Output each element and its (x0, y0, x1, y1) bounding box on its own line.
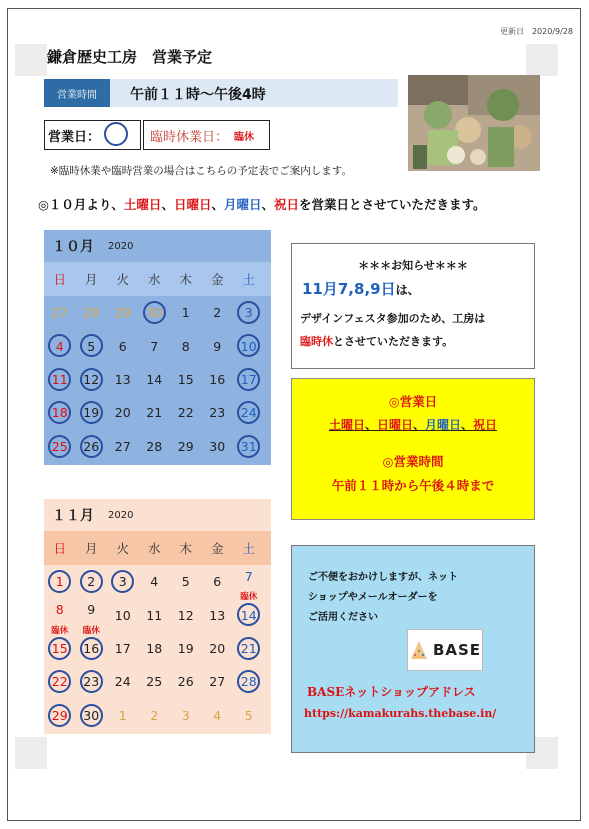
day-number: 22 (51, 674, 68, 690)
weekday-label: 土 (242, 272, 255, 287)
calendar-day (139, 396, 171, 429)
day-number: 11 (146, 607, 163, 623)
schedule-note: ※臨時休業や臨時営業の場合はこちらの予定表でご案内します。 (50, 165, 352, 177)
headline-text: ◎１０月より、 (38, 197, 124, 212)
calendar-day (202, 430, 234, 463)
day-number: 5 (87, 338, 96, 354)
calendar-week (44, 565, 271, 603)
calendar-day (139, 699, 171, 732)
business-hours-heading: ◎営業時間 (382, 454, 444, 469)
closed-day-label: 臨時休業日： (150, 129, 229, 145)
calendar-day-open (44, 699, 76, 732)
notice-box (291, 243, 535, 369)
calendar-day-open (76, 665, 108, 698)
calendar-week (44, 396, 271, 429)
calendar-day (170, 565, 202, 598)
calendar-day (202, 565, 234, 598)
open-day-label: 営業日： (48, 130, 101, 145)
day-number: 24 (240, 405, 257, 421)
calendar-day (233, 699, 265, 732)
day-number: 16 (83, 640, 100, 656)
day-number: 20 (209, 640, 226, 656)
notice-line: デザインフェスタ参加のため、工房は (300, 312, 486, 325)
calendar-day-open (233, 296, 265, 329)
day-number: 7 (150, 338, 159, 354)
headline-monday: 月曜日 (223, 197, 262, 212)
shop-text: ショップやメールオーダーを (308, 592, 438, 603)
closed-day-legend (143, 120, 270, 150)
day-number: 23 (83, 674, 100, 690)
october-calendar (44, 230, 271, 465)
calendar-day (202, 598, 234, 631)
calendar-day-open (233, 396, 265, 429)
headline-saturday: 土曜日 (123, 197, 162, 212)
day-number: 27 (209, 674, 226, 690)
calendar-month: １０月 (52, 239, 94, 255)
calendar-grid (44, 565, 271, 732)
calendar-week (44, 699, 271, 732)
day-number: 30 (83, 707, 100, 723)
calendar-day-open (233, 598, 265, 631)
day-number: 10 (114, 607, 131, 623)
calendar-day-open (233, 632, 265, 665)
page-title: 鎌倉歴史工房 営業予定 (47, 48, 213, 66)
day-number: 24 (114, 674, 131, 690)
calendar-day-open (76, 329, 108, 362)
day-number: 15 (51, 640, 68, 656)
calendar-day (107, 598, 139, 631)
shop-address-title: BASEネットショップアドレス (307, 685, 476, 699)
calendar-week (44, 598, 271, 636)
weekday-label: 木 (179, 541, 192, 556)
day-number: 26 (83, 438, 100, 454)
calendar-week (44, 665, 271, 698)
business-saturday: 土曜日 (328, 418, 365, 432)
day-number: 12 (83, 371, 100, 387)
notice-date-text: 11月7,8,9日 (302, 280, 396, 298)
calendar-day-open (76, 565, 108, 598)
business-separator: 、 (461, 418, 474, 432)
business-sunday: 日曜日 (376, 418, 413, 432)
business-hours-value: 午前１１時から午後４時まで (331, 478, 495, 493)
calendar-day (202, 396, 234, 429)
weekday-label: 月 (84, 541, 98, 556)
day-number: 4 (150, 574, 159, 590)
business-hours-box (291, 378, 535, 520)
calendar-day (139, 329, 171, 362)
weekday-label: 水 (147, 272, 161, 287)
calendar-day (202, 699, 234, 732)
calendar-week (44, 329, 271, 362)
day-number: 1 (181, 305, 190, 321)
calendar-day (139, 363, 171, 396)
day-number: 4 (55, 338, 64, 354)
closed-day-mark: 臨休 (234, 131, 255, 143)
weekday-label: 木 (179, 272, 192, 287)
calendar-day (170, 699, 202, 732)
weekday-label: 月 (84, 272, 98, 287)
day-number: 1 (118, 707, 127, 723)
calendar-week (44, 363, 271, 396)
day-number: 2 (213, 305, 222, 321)
calendar-day (170, 296, 202, 329)
day-number: 25 (146, 674, 163, 690)
calendar-day-open (44, 329, 76, 362)
headline-text: を営業日とさせていただきます。 (299, 197, 486, 212)
day-number: 29 (51, 707, 68, 723)
calendar-day (202, 632, 234, 665)
day-number: 2 (87, 574, 96, 590)
calendar-day (202, 329, 234, 362)
calendar-day (107, 296, 139, 329)
weekday-label: 火 (116, 272, 129, 287)
hours-label: 営業時間 (44, 79, 110, 107)
calendar-day-open (233, 430, 265, 463)
calendar-day (139, 665, 171, 698)
day-number: 3 (181, 707, 190, 723)
business-days-heading: ◎営業日 (388, 394, 438, 409)
hours-value: 午前１１時～午後4時 (130, 87, 266, 103)
calendar-day (170, 396, 202, 429)
calendar-day (202, 665, 234, 698)
day-number: 9 (87, 602, 96, 618)
day-number: 28 (240, 674, 257, 690)
calendar-week (44, 430, 271, 463)
day-number: 6 (213, 574, 222, 590)
crop-mark (526, 44, 558, 76)
day-number: 26 (177, 674, 194, 690)
notice-line (300, 333, 453, 349)
calendar-day-open (44, 632, 76, 665)
calendar-day (44, 598, 76, 636)
weekday-label: 日 (53, 541, 66, 556)
day-number: 27 (114, 438, 131, 454)
business-monday: 月曜日 (425, 418, 462, 432)
base-logo[interactable] (407, 629, 483, 671)
weekday-header (44, 262, 271, 296)
calendar-day (170, 329, 202, 362)
headline-separator: 、 (261, 197, 275, 212)
day-number: 3 (118, 574, 127, 590)
crop-mark (15, 44, 47, 76)
updated-date: 更新日 2020/9/28 (499, 27, 573, 36)
calendar-day (139, 430, 171, 463)
open-day-circle-icon (104, 122, 128, 146)
calendar-day-open (139, 296, 171, 329)
november-calendar (44, 499, 271, 734)
calendar-day-open (233, 363, 265, 396)
calendar-day (139, 598, 171, 631)
calendar-day (76, 296, 108, 329)
weekday-label: 土 (242, 541, 255, 556)
day-number: 13 (209, 607, 226, 623)
calendar-day (107, 430, 139, 463)
weekday-header (44, 531, 271, 565)
calendar-day-open (44, 363, 76, 396)
shop-text: ご活用ください (308, 612, 378, 623)
weekday-label: 水 (147, 541, 161, 556)
day-number: 10 (240, 338, 257, 354)
business-separator: 、 (364, 418, 377, 432)
calendar-day-open (76, 632, 108, 665)
day-number: 15 (177, 371, 194, 387)
day-number: 17 (240, 371, 257, 387)
day-number: 27 (51, 305, 68, 321)
shop-url-link[interactable]: https://kamakurahs.thebase.in/ (304, 707, 497, 720)
day-number: 5 (181, 574, 190, 590)
calendar-month: １１月 (52, 508, 94, 524)
day-number: 11 (51, 371, 68, 387)
day-number: 12 (177, 607, 194, 623)
day-number: 13 (114, 371, 131, 387)
day-number: 6 (118, 338, 127, 354)
calendar-week (44, 632, 271, 665)
calendar-day (233, 565, 265, 603)
day-number: 3 (244, 305, 253, 321)
calendar-day (107, 699, 139, 732)
calendar-day-open (107, 565, 139, 598)
day-number: 23 (209, 405, 226, 421)
day-number: 8 (55, 602, 64, 618)
business-holiday: 祝日 (473, 418, 498, 432)
weekday-label: 金 (210, 272, 224, 287)
calendar-day (139, 632, 171, 665)
notice-heading: ＊＊＊お知らせ＊＊＊ (358, 259, 468, 272)
calendar-day (202, 363, 234, 396)
day-number: 19 (177, 640, 194, 656)
headline-separator: 、 (161, 197, 174, 212)
closed-day-mark: 臨休 (51, 625, 69, 636)
notice-closed-text: 臨時休 (300, 335, 333, 348)
calendar-day-open (76, 699, 108, 732)
notice-date-suffix: は、 (395, 283, 420, 297)
headline-sunday: 日曜日 (173, 197, 212, 212)
day-number: 18 (146, 640, 163, 656)
day-number: 21 (240, 640, 257, 656)
weekday-label: 火 (116, 541, 129, 556)
calendar-day (170, 430, 202, 463)
day-number: 5 (244, 707, 253, 723)
calendar-day (202, 296, 234, 329)
crop-mark (15, 737, 47, 769)
day-number: 8 (181, 338, 190, 354)
day-number: 29 (177, 438, 194, 454)
calendar-day-open (76, 430, 108, 463)
day-number: 31 (240, 438, 257, 454)
calendar-day-open (76, 396, 108, 429)
calendar-day (107, 363, 139, 396)
calendar-day (107, 329, 139, 362)
tent-icon (409, 639, 429, 661)
notice-dates (302, 278, 420, 299)
calendar-day (170, 363, 202, 396)
weekday-label: 金 (210, 541, 224, 556)
day-number: 16 (209, 371, 226, 387)
calendar-week (44, 296, 271, 329)
day-number: 18 (51, 405, 68, 421)
day-number: 28 (146, 438, 163, 454)
business-days-headline (38, 195, 486, 213)
weekday-label: 日 (53, 272, 66, 287)
day-number: 30 (146, 305, 163, 321)
calendar-day (170, 665, 202, 698)
headline-holiday: 祝日 (274, 197, 300, 212)
calendar-day (107, 396, 139, 429)
calendar-day-open (44, 430, 76, 463)
workshop-photo (408, 75, 540, 171)
day-number: 17 (114, 640, 131, 656)
online-shop-box (291, 545, 535, 753)
calendar-day-open (233, 665, 265, 698)
headline-separator: 、 (211, 197, 224, 212)
notice-line-rest: とさせていただきます。 (333, 335, 454, 348)
closed-day-mark: 臨休 (82, 625, 100, 636)
calendar-year: 2020 (108, 509, 134, 521)
calendar-day (107, 665, 139, 698)
day-number: 30 (209, 438, 226, 454)
calendar-day-open (44, 665, 76, 698)
shop-text: ご不便をおかけしますが、ネット (308, 572, 458, 583)
day-number: 14 (146, 371, 163, 387)
calendar-day (44, 296, 76, 329)
calendar-day-open (44, 565, 76, 598)
calendar-year: 2020 (108, 240, 134, 252)
day-number: 2 (150, 707, 159, 723)
day-number: 22 (177, 405, 194, 421)
calendar-day-open (233, 329, 265, 362)
calendar-day (139, 565, 171, 598)
day-number: 14 (240, 607, 257, 623)
calendar-day-open (76, 363, 108, 396)
base-logo-text: BASE (432, 641, 482, 659)
day-number: 7 (244, 569, 253, 584)
calendar-day (107, 632, 139, 665)
day-number: 1 (55, 574, 64, 590)
day-number: 25 (51, 438, 68, 454)
calendar-day (76, 598, 108, 636)
day-number: 9 (213, 338, 222, 354)
day-number: 21 (146, 405, 163, 421)
calendar-day (170, 632, 202, 665)
business-days-list (292, 416, 534, 433)
day-number: 19 (83, 405, 100, 421)
calendar-grid (44, 296, 271, 463)
calendar-day (170, 598, 202, 631)
day-number: 20 (114, 405, 131, 421)
business-separator: 、 (412, 418, 425, 432)
calendar-day-open (44, 396, 76, 429)
day-number: 28 (83, 305, 100, 321)
day-number: 4 (213, 707, 222, 723)
day-number: 29 (114, 305, 131, 321)
closed-day-mark: 臨休 (240, 592, 258, 603)
